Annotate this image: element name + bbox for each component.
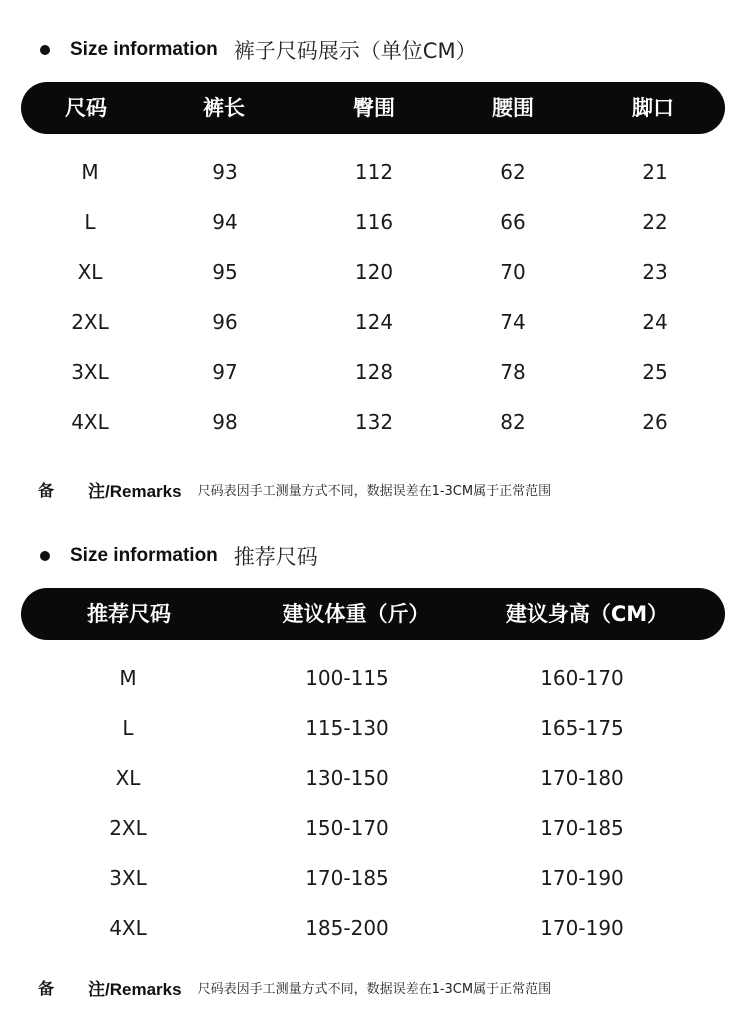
size-table-body bbox=[0, 147, 750, 447]
cell-size: M bbox=[81, 160, 99, 184]
table-row bbox=[0, 347, 750, 397]
cell-pants-length: 95 bbox=[212, 260, 238, 284]
cell-height: 170-185 bbox=[540, 816, 624, 840]
remarks-text: 尺码表因手工测量方式不同，数据误差在1-3CM属于正常范围 bbox=[197, 483, 552, 499]
section-title bbox=[40, 538, 318, 574]
cell-height: 160-170 bbox=[540, 666, 624, 690]
cell-waist: 66 bbox=[500, 210, 526, 234]
cell-waist: 74 bbox=[500, 310, 526, 334]
table-row bbox=[0, 147, 750, 197]
cell-pants-length: 96 bbox=[212, 310, 238, 334]
cell-size: 4XL bbox=[109, 916, 147, 940]
cell-size: L bbox=[84, 210, 96, 234]
table-row bbox=[0, 653, 750, 703]
table-row bbox=[0, 903, 750, 953]
table-row bbox=[0, 197, 750, 247]
cell-leg-opening: 24 bbox=[642, 310, 668, 334]
cell-hip: 116 bbox=[354, 210, 394, 234]
cell-size: 3XL bbox=[109, 866, 147, 890]
table-row bbox=[0, 297, 750, 347]
header-recommended-height: 建议身高（CM） bbox=[505, 602, 669, 626]
cell-hip: 124 bbox=[354, 310, 394, 334]
cell-pants-length: 97 bbox=[212, 360, 238, 384]
table-row bbox=[0, 853, 750, 903]
cell-weight: 185-200 bbox=[305, 916, 389, 940]
cell-size: 4XL bbox=[71, 410, 109, 434]
table-header bbox=[21, 588, 725, 640]
cell-size: XL bbox=[115, 766, 141, 790]
remarks-label-cn: 备 bbox=[38, 480, 55, 500]
title-chinese: 裤子尺码展示（单位CM） bbox=[233, 39, 477, 63]
cell-weight: 130-150 bbox=[305, 766, 389, 790]
cell-hip: 120 bbox=[354, 260, 394, 284]
header-leg-opening: 脚口 bbox=[632, 96, 674, 120]
cell-size: 2XL bbox=[71, 310, 109, 334]
cell-waist: 70 bbox=[500, 260, 526, 284]
cell-leg-opening: 22 bbox=[642, 210, 668, 234]
cell-hip: 128 bbox=[354, 360, 394, 384]
header-recommended-weight: 建议体重（斤） bbox=[282, 602, 430, 626]
cell-pants-length: 93 bbox=[212, 160, 238, 184]
table-row bbox=[0, 247, 750, 297]
header-hip: 臀围 bbox=[353, 96, 395, 120]
table-header bbox=[21, 82, 725, 134]
cell-size: XL bbox=[77, 260, 103, 284]
cell-hip: 112 bbox=[354, 160, 394, 184]
cell-waist: 78 bbox=[500, 360, 526, 384]
cell-weight: 100-115 bbox=[305, 666, 389, 690]
cell-height: 170-180 bbox=[540, 766, 624, 790]
remarks-label-cn: 备 bbox=[38, 978, 55, 998]
recommend-table-body bbox=[0, 653, 750, 953]
cell-size: 2XL bbox=[109, 816, 147, 840]
cell-height: 170-190 bbox=[540, 866, 624, 890]
cell-weight: 115-130 bbox=[305, 716, 389, 740]
cell-size: L bbox=[122, 716, 134, 740]
section-title bbox=[40, 32, 477, 68]
cell-size: 3XL bbox=[71, 360, 109, 384]
cell-waist: 82 bbox=[500, 410, 526, 434]
cell-weight: 170-185 bbox=[305, 866, 389, 890]
table-row bbox=[0, 803, 750, 853]
table-row bbox=[0, 703, 750, 753]
bullet-icon bbox=[40, 551, 50, 561]
remarks-note bbox=[38, 974, 551, 1000]
cell-leg-opening: 23 bbox=[642, 260, 668, 284]
cell-waist: 62 bbox=[500, 160, 526, 184]
cell-leg-opening: 26 bbox=[642, 410, 668, 434]
cell-leg-opening: 25 bbox=[642, 360, 668, 384]
header-waist: 腰围 bbox=[492, 96, 534, 120]
header-recommended-size: 推荐尺码 bbox=[87, 602, 171, 626]
cell-leg-opening: 21 bbox=[642, 160, 668, 184]
cell-height: 170-190 bbox=[540, 916, 624, 940]
title-chinese: 推荐尺码 bbox=[233, 545, 318, 569]
remarks-text: 尺码表因手工测量方式不同，数据误差在1-3CM属于正常范围 bbox=[197, 981, 552, 997]
header-size: 尺码 bbox=[65, 96, 107, 120]
cell-size: M bbox=[119, 666, 137, 690]
remarks-label-en: 注/Remarks bbox=[88, 979, 182, 999]
cell-pants-length: 98 bbox=[212, 410, 238, 434]
cell-hip: 132 bbox=[354, 410, 394, 434]
cell-pants-length: 94 bbox=[212, 210, 238, 234]
bullet-icon bbox=[40, 45, 50, 55]
header-pants-length: 裤长 bbox=[203, 96, 245, 120]
title-english: Size information bbox=[70, 39, 218, 60]
cell-weight: 150-170 bbox=[305, 816, 389, 840]
cell-height: 165-175 bbox=[540, 716, 624, 740]
title-english: Size information bbox=[70, 545, 218, 566]
table-row bbox=[0, 397, 750, 447]
table-row bbox=[0, 753, 750, 803]
remarks-note bbox=[38, 476, 551, 502]
remarks-label-en: 注/Remarks bbox=[88, 481, 182, 501]
